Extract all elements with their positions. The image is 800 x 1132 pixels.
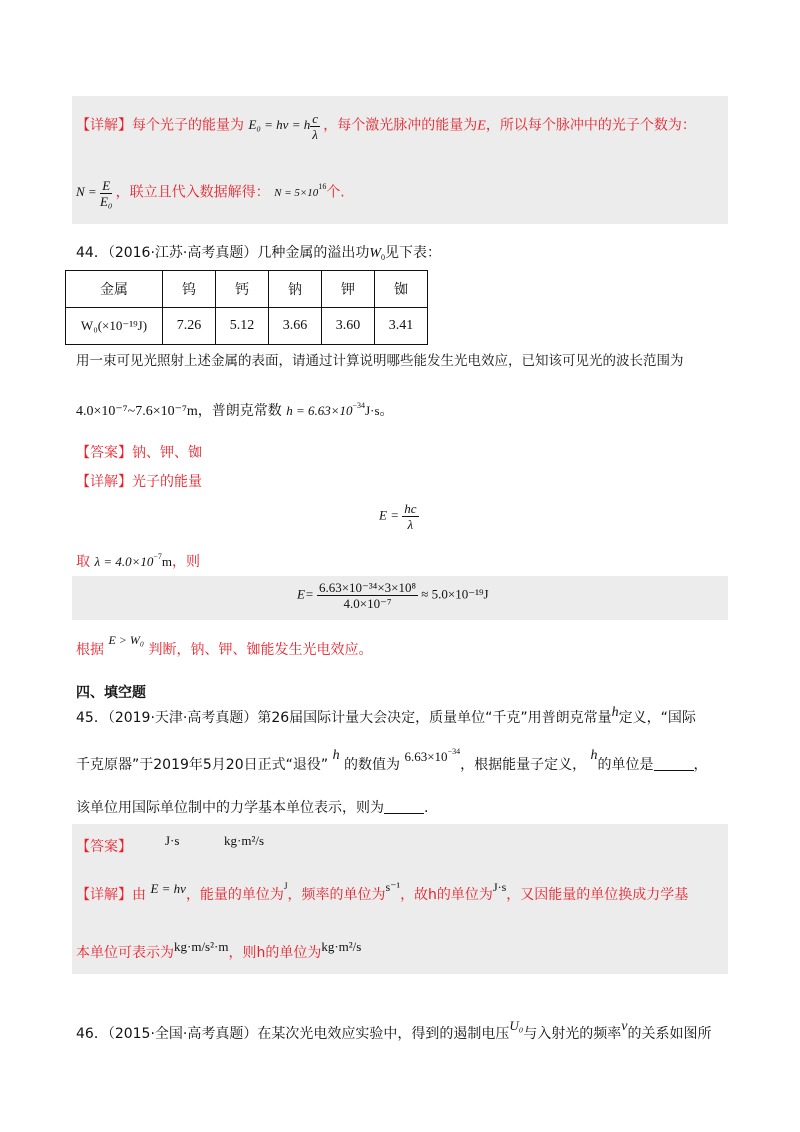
- metal-name-cell: 钨: [163, 271, 216, 308]
- q45-detail-line2: 本单位可表示为kg·m/s²·m，则h的单位为kg·m²/s: [76, 939, 362, 961]
- q46-line1: 46．（2015·全国·高考真题）在某次光电效应实验中，得到的遏制电压U₀与入射光的频率ν的关系如图所: [76, 1018, 712, 1042]
- table-header-label: 金属: [66, 271, 163, 308]
- q44-title: 44．（2016·江苏·高考真题）几种金属的溢出功$W_0$见下表：: [76, 245, 442, 262]
- q44-question-line1: 用一束可见光照射上述金属的表面，请通过计算说明哪些能发生光电效应，已知该可见光的波长范围为: [76, 353, 684, 369]
- metal-name-cell: 钙: [216, 271, 269, 308]
- answer-blank-2: kg·m²/s: [224, 833, 265, 848]
- work-function-cell: 3.41: [375, 308, 428, 345]
- q44-answer: 【答案】钠、钾、铷: [76, 445, 202, 461]
- fill-blank-2[interactable]: [384, 799, 424, 814]
- answer-tag: 【答案】: [76, 839, 132, 855]
- q45-line3: 该单位用国际单位制中的力学基本单位表示，则为 .: [76, 800, 429, 816]
- q43-detail-line1: 【详解】每个光子的能量为 E₀ = hν = h $\frac{c}{\lambda}$ ，每个激光脉冲的能量为E，所以每个脉冲中的光子个数为：: [76, 111, 696, 142]
- section-title: 四、填空题: [76, 685, 146, 701]
- q45-line2: 千克原器”于2019年5月20日正式“退役” h 的数值为 $6.63\times 10^{-34}$，根据能量子定义， h的单位是 ，: [76, 747, 708, 773]
- photon-count-result: $N = 5\times 10^{16}$: [274, 182, 327, 200]
- q44-take-lambda: 取 $\lambda = 4.0\times 10^{-7}m$，则: [76, 552, 201, 570]
- detail-tag: 【详解】: [76, 474, 132, 490]
- q45-line1: 45．（2019·天津·高考真题）第26届国际计量大会决定，质量单位“千克”用普朗克常量h定义，“国际: [76, 705, 696, 726]
- photon-energy-equation: E = $\frac{hc}{\lambda}$: [379, 501, 417, 532]
- work-function-cell: 7.26: [163, 308, 216, 345]
- table-value-row: [66, 308, 428, 345]
- work-function-cell: 3.66: [269, 308, 322, 345]
- work-function-cell: 5.12: [216, 308, 269, 345]
- photon-energy-formula: E₀ = hν = h $\frac{c}{\lambda}$: [248, 111, 319, 142]
- q44-question-line2: 4.0×10⁻⁷~7.6×10⁻⁷m，普朗克常数 $h = 6.63\times 10^{-34}J\cdot s$。: [76, 401, 394, 419]
- metal-name-cell: 铷: [375, 271, 428, 308]
- detail-tag: 【详解】: [76, 117, 132, 134]
- work-function-cell: 3.60: [322, 308, 375, 345]
- answer-tag: 【答案】: [76, 445, 132, 461]
- q44-conclusion: 根据 E > W₀ 判断，钠、钾、铷能发生光电效应。: [76, 633, 373, 658]
- planck-constant: $h = 6.63\times 10^{-34}J\cdot s$: [286, 401, 380, 418]
- answer-blank-1: J·s: [165, 833, 180, 848]
- metal-name-cell: 钾: [322, 271, 375, 308]
- detail-tag: 【详解】: [76, 887, 132, 903]
- table-row-label: W₀(×10⁻¹⁹J): [66, 308, 163, 345]
- metal-name-cell: 钠: [269, 271, 322, 308]
- table-header-row: [66, 271, 428, 308]
- q45-answer: [76, 833, 265, 855]
- work-function-table: [65, 270, 428, 345]
- q45-detail-line1: 【详解】由 E = hν，能量的单位为$^J$，频率的单位为s⁻¹，故h的单位为J·s，又因能量的单位换成力学基: [76, 880, 689, 903]
- fill-blank-1[interactable]: [654, 756, 694, 771]
- photon-energy-calculation: E= $\frac{\text{6.63×10⁻³⁴×3×10⁸}}{\text{4.0×10⁻⁷}}$ ≈ 5.0×10⁻¹⁹J: [297, 580, 489, 611]
- photon-count-formula: N = $\frac{E}{\text{E₀}}$: [76, 178, 113, 209]
- q44-detail: 【详解】光子的能量: [76, 474, 202, 490]
- q43-detail-line2: N = $\frac{E}{\text{E₀}}$ ，联立且代入数据解得： $N = 5\times 10^{16}$个.: [76, 178, 345, 209]
